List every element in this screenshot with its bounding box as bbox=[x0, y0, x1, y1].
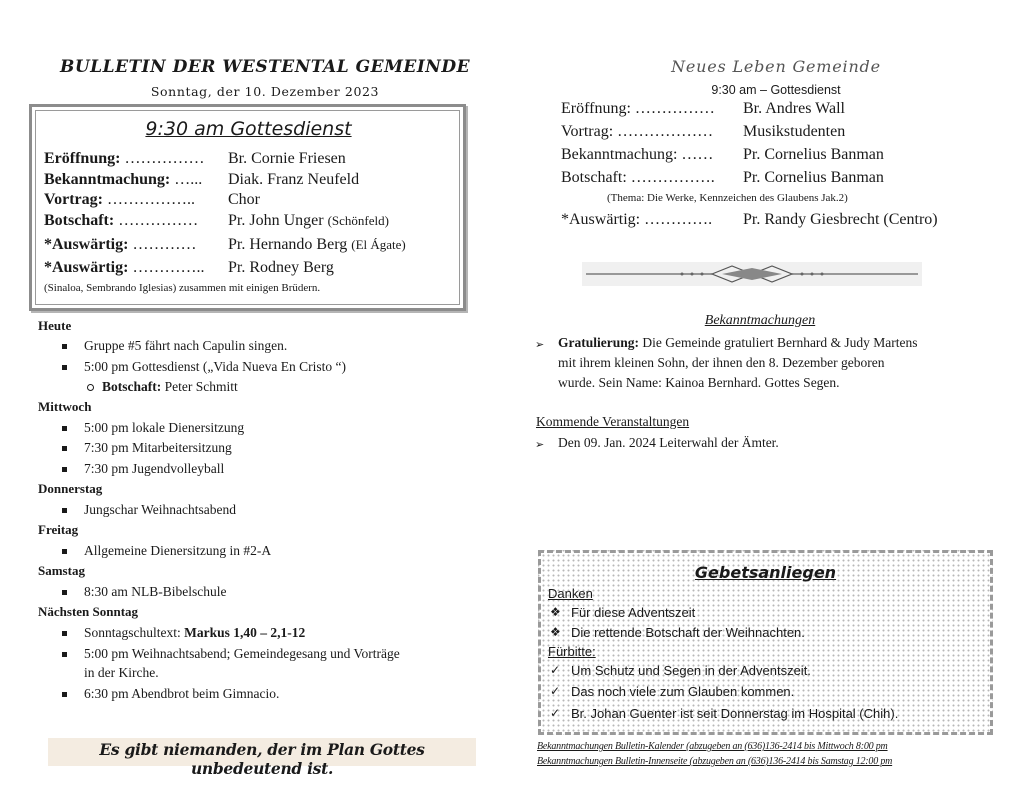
thanks-label: Danken bbox=[548, 586, 593, 601]
prayer-item: Für diese Adventszeit bbox=[571, 605, 696, 620]
announcement-item-line: mit ihrem kleinen Sohn, der ihnen den 8. Dezember geboren bbox=[558, 355, 885, 370]
service-row: Vortrag: ……………… Musikstudenten bbox=[561, 123, 846, 140]
service-row: Botschaft: ……………. Pr. Cornelius Banman bbox=[561, 169, 884, 186]
service-time: 9:30 am – Gottesdienst bbox=[711, 83, 841, 97]
arrow-bullet-icon: ➢ bbox=[535, 438, 545, 451]
service-row-name: Pr. John Unger (Schönfeld) bbox=[228, 212, 389, 229]
announcement-item: Gratulierung: Die Gemeinde gratuliert Bernhard & Judy Martens bbox=[558, 335, 918, 350]
check-icon: ✓ bbox=[550, 706, 561, 720]
day-heading: Mittwoch bbox=[38, 399, 92, 414]
prayer-item: Br. Johan Guenter ist seit Donnerstag im Hospital (Chih). bbox=[571, 706, 899, 721]
footer-note: Bekanntmachungen Bulletin-Kalender (abzugeben an (636)136-2414 bis Mittwoch 8:00 pm bbox=[537, 741, 888, 752]
list-item: Sonntagschultext: Markus 1,40 – 2,1-12 bbox=[84, 625, 306, 640]
bullet-icon bbox=[62, 692, 67, 697]
bullet-icon bbox=[62, 652, 67, 657]
announcements-heading: Bekanntmachungen bbox=[704, 313, 816, 328]
service-row: Bekanntmachung: …… Pr. Cornelius Banman bbox=[561, 146, 884, 163]
service-row: Vortrag: …………….. Chor bbox=[44, 191, 260, 208]
service-row: Bekanntmachung: …... Diak. Franz Neufeld bbox=[44, 171, 360, 188]
service-row: *Auswärtig: …………. Pr. Randy Giesbrecht (Centro) bbox=[561, 211, 938, 228]
sermon-theme: (Thema: Die Werke, Kennzeichen des Glaubens Jak.2) bbox=[607, 192, 848, 204]
day-heading: Samstag bbox=[38, 563, 85, 578]
service-row-label: *Auswärtig: bbox=[44, 236, 129, 253]
bulletin-date: Sonntag, der 10. Dezember 2023 bbox=[150, 84, 380, 99]
upcoming-item: Den 09. Jan. 2024 Leiterwahl der Ämter. bbox=[558, 435, 779, 450]
prayer-item: Um Schutz und Segen in der Adventszeit. bbox=[571, 663, 811, 678]
check-icon: ✓ bbox=[550, 663, 561, 677]
footer-note: Bekanntmachungen Bulletin-Innenseite (abzugeben an (636)136-2414 bis Samstag 12:00 pm bbox=[537, 756, 893, 767]
bullet-icon bbox=[62, 590, 67, 595]
service-row: Eröffnung: …………… Br. Andres Wall bbox=[561, 100, 845, 117]
service-row: *Auswärtig: ………….. Pr. Rodney Berg bbox=[44, 259, 334, 276]
list-item: Botschaft: Peter Schmitt bbox=[102, 379, 238, 394]
prayer-heading: Gebetsanliegen bbox=[694, 563, 837, 582]
prayer-item: Die rettende Botschaft der Weihnachten. bbox=[571, 625, 805, 640]
day-heading: Donnerstag bbox=[38, 481, 103, 496]
service-row-name: Pr. Rodney Berg bbox=[228, 259, 334, 276]
list-item: 8:30 am NLB-Bibelschule bbox=[84, 584, 227, 599]
check-icon: ✓ bbox=[550, 684, 561, 698]
upcoming-heading: Kommende Veranstaltungen bbox=[536, 414, 690, 429]
announcement-item-line: wurde. Sein Name: Kainoa Bernhard. Gottes Segen. bbox=[558, 375, 840, 390]
bullet-icon bbox=[62, 467, 67, 472]
day-heading: Nächsten Sonntag bbox=[38, 604, 139, 619]
service-row-label: *Auswärtig: bbox=[44, 259, 129, 276]
list-item: Allgemeine Dienersitzung in #2-A bbox=[84, 543, 272, 558]
service-row: *Auswärtig: ………… Pr. Hernando Berg (El Ágate) bbox=[44, 236, 406, 253]
list-item: 7:30 pm Jugendvolleyball bbox=[84, 461, 225, 476]
motto-text: Es gibt niemanden, der im Plan Gottes unbedeutend ist. bbox=[99, 740, 425, 778]
list-item: 6:30 pm Abendbrot beim Gimnacio. bbox=[84, 686, 280, 701]
service-row: Eröffnung: …………… Br. Cornie Friesen bbox=[44, 150, 346, 167]
bullet-icon bbox=[62, 631, 67, 636]
service-row-name: Br. Cornie Friesen bbox=[228, 150, 346, 167]
bullet-icon bbox=[62, 549, 67, 554]
service-row-label: Eröffnung: bbox=[44, 150, 121, 167]
list-item: Gruppe #5 fährt nach Capulin singen. bbox=[84, 338, 288, 353]
service-row-name: Pr. Hernando Berg (El Ágate) bbox=[228, 236, 406, 253]
day-heading: Freitag bbox=[38, 522, 79, 537]
intercession-label: Fürbitte: bbox=[548, 644, 596, 659]
service-heading: 9:30 am Gottesdienst bbox=[145, 118, 352, 140]
bullet-icon bbox=[62, 508, 67, 513]
prayer-item: Das noch viele zum Glauben kommen. bbox=[571, 684, 795, 699]
service-row-name: Diak. Franz Neufeld bbox=[228, 171, 360, 188]
list-item: 5:00 pm Weihnachtsabend; Gemeindegesang und Vorträge bbox=[84, 646, 400, 661]
bullet-icon bbox=[62, 365, 67, 370]
diamond-bullet-icon: ❖ bbox=[550, 625, 561, 639]
day-heading: Heute bbox=[38, 318, 72, 333]
service-row-label: Bekanntmachung: bbox=[44, 171, 171, 188]
arrow-bullet-icon: ➢ bbox=[535, 338, 545, 351]
bulletin-title: BULLETIN DER WESTENTAL GEMEINDE bbox=[59, 57, 471, 77]
church-title: Neues Leben Gemeinde bbox=[671, 57, 881, 76]
list-item: 7:30 pm Mitarbeitersitzung bbox=[84, 440, 232, 455]
service-row-name: Chor bbox=[228, 191, 260, 208]
ornament-divider bbox=[582, 262, 922, 286]
list-item: Jungschar Weihnachtsabend bbox=[84, 502, 236, 517]
bullet-icon bbox=[62, 344, 67, 349]
service-row-label: Botschaft: bbox=[44, 212, 115, 229]
service-row-label: Vortrag: bbox=[44, 191, 103, 208]
service-note: (Sinaloa, Sembrando Iglesias) zusammen mit einigen Brüdern. bbox=[44, 282, 321, 294]
list-item: 5:00 pm Gottesdienst („Vida Nueva En Cristo “) bbox=[84, 359, 347, 374]
list-item: 5:00 pm lokale Dienersitzung bbox=[84, 420, 245, 435]
bullet-icon bbox=[62, 446, 67, 451]
list-item-continuation: in der Kirche. bbox=[84, 665, 159, 680]
service-row: Botschaft: …………… Pr. John Unger (Schönfeld) bbox=[44, 212, 389, 229]
bullet-icon bbox=[62, 426, 67, 431]
diamond-bullet-icon: ❖ bbox=[550, 605, 561, 619]
circle-bullet-icon bbox=[87, 384, 94, 391]
